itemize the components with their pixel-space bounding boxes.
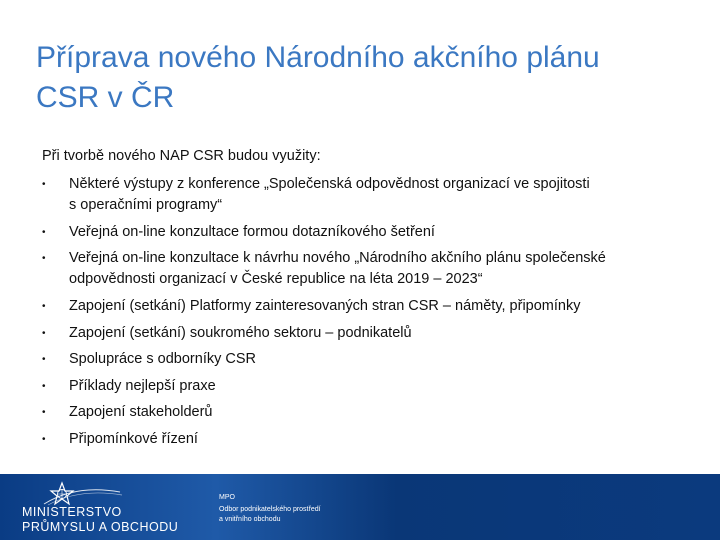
logo-text-line-1: MINISTERSTVO [22, 505, 122, 519]
bullet-dot: • [42, 179, 46, 190]
bullet-dot: • [42, 301, 46, 312]
bullet-dot: • [42, 407, 46, 418]
bullet-text: Zapojení (setkání) Platformy zainteresovaných stran CSR – náměty, připomínky [69, 298, 581, 314]
bullet-dot: • [42, 328, 46, 339]
title-line-1: Příprava nového Národního akčního plánu [36, 41, 600, 74]
intro-text: Při tvorbě nového NAP CSR budou využity: [42, 148, 321, 164]
bullet-dot: • [42, 381, 46, 392]
logo-text-line-2: PRŮMYSLU A OBCHODU [22, 520, 179, 534]
bullet-dot: • [42, 227, 46, 238]
mpo-label: MPO [219, 494, 235, 501]
bullet-text: Veřejná on-line konzultace k návrhu nového „Národního akčního plánu společenské [69, 250, 606, 266]
bullet-text: Zapojení stakeholderů [69, 404, 213, 420]
bullet-text-continuation: odpovědnosti organizací v České republice na léta 2019 – 2023“ [69, 271, 483, 287]
bullet-text: Zapojení (setkání) soukromého sektoru – podnikatelů [69, 325, 412, 341]
bullet-text: Veřejná on-line konzultace formou dotazníkového šetření [69, 224, 435, 240]
bullet-text: Připomínkové řízení [69, 431, 198, 447]
bullet-text: Některé výstupy z konference „Společenská odpovědnost organizací ve spojitosti [69, 176, 590, 192]
bullet-text-continuation: s operačními programy“ [69, 197, 223, 213]
bullet-dot: • [42, 434, 46, 445]
bullet-dot: • [42, 253, 46, 264]
title-line-2: CSR v ČR [36, 81, 175, 114]
bullet-dot: • [42, 354, 46, 365]
department-line-1: Odbor podnikatelského prostředí [219, 506, 321, 513]
footer-bar [0, 474, 720, 540]
department-line-2: a vnitřního obchodu [219, 516, 281, 523]
ministry-star-logo-icon [24, 478, 164, 508]
bullet-text: Spolupráce s odborníky CSR [69, 351, 256, 367]
slide-title [36, 38, 696, 118]
bullet-text: Příklady nejlepší praxe [69, 378, 216, 394]
